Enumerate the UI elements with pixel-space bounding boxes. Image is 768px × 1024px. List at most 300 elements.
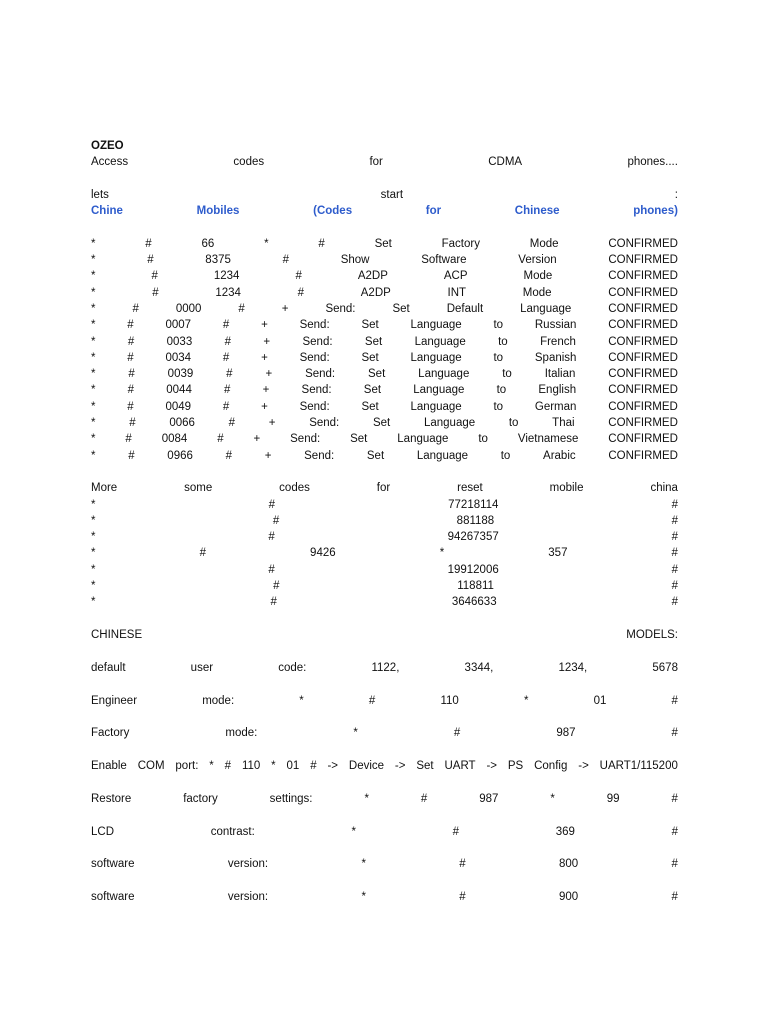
word: * xyxy=(91,270,96,283)
word: # xyxy=(128,449,135,462)
codes-list xyxy=(91,236,678,464)
word: Send: xyxy=(299,319,330,332)
word: * xyxy=(91,514,96,527)
word: Send: xyxy=(325,302,356,315)
text-line xyxy=(91,758,678,774)
word: # xyxy=(268,498,276,511)
word: # xyxy=(128,368,135,381)
text-line xyxy=(91,824,678,840)
word: to xyxy=(500,449,511,462)
word: UART1/115200 xyxy=(599,760,678,773)
word: * xyxy=(91,335,96,348)
word: + xyxy=(264,449,272,462)
word: 9426 xyxy=(310,547,336,560)
word: * xyxy=(91,498,96,511)
word: to xyxy=(496,384,507,397)
word: # xyxy=(268,531,275,544)
word: MODELS: xyxy=(626,628,678,641)
word: # xyxy=(228,417,236,430)
word: 1122, xyxy=(371,661,400,674)
word: * xyxy=(361,891,366,904)
start-line xyxy=(91,187,678,203)
word: software xyxy=(91,891,135,904)
word: Set xyxy=(361,400,379,413)
word: * xyxy=(91,531,96,544)
word: * xyxy=(91,319,96,332)
word: Version xyxy=(518,254,557,267)
word: * xyxy=(91,286,96,299)
word: # xyxy=(127,351,134,364)
document-page xyxy=(91,138,678,922)
word: 0033 xyxy=(166,335,193,348)
word: (Codes xyxy=(313,205,353,218)
word: + xyxy=(253,433,261,446)
word: some xyxy=(184,482,213,495)
word: Set xyxy=(363,384,382,397)
word: codes xyxy=(233,156,265,169)
word: # xyxy=(125,433,132,446)
word: Language xyxy=(413,384,465,397)
word: Mode xyxy=(523,270,553,283)
word: settings: xyxy=(269,792,313,805)
word: + xyxy=(261,319,268,332)
word: # xyxy=(268,563,275,576)
word: Language xyxy=(410,319,462,332)
word: version: xyxy=(227,891,269,904)
text-line xyxy=(91,236,678,252)
text-line xyxy=(91,366,678,382)
word: 0966 xyxy=(167,449,193,462)
word: Access xyxy=(91,156,129,169)
text-line xyxy=(91,578,678,594)
word: 77218114 xyxy=(448,498,499,511)
word: Mobiles xyxy=(196,205,240,218)
word: * xyxy=(550,792,555,805)
text-line xyxy=(91,301,678,317)
word: factory xyxy=(183,792,218,805)
word: 94267357 xyxy=(447,531,499,544)
word: start xyxy=(380,188,404,201)
word: default xyxy=(91,661,126,674)
text-line xyxy=(91,594,678,610)
word: # xyxy=(199,547,206,560)
word: to xyxy=(493,319,504,332)
text-line xyxy=(91,317,678,333)
word: software xyxy=(91,858,135,871)
word: CONFIRMED xyxy=(608,433,678,446)
word: INT xyxy=(447,286,467,299)
word: : xyxy=(674,188,678,201)
text-line xyxy=(91,334,678,350)
word: # xyxy=(127,319,134,332)
word: Set xyxy=(372,417,391,430)
word: PS xyxy=(507,760,524,773)
word: china xyxy=(650,482,678,495)
word: for xyxy=(369,156,383,169)
word: CONFIRMED xyxy=(608,286,678,299)
word: Set xyxy=(368,368,386,381)
word: * xyxy=(361,858,366,871)
word: 1234 xyxy=(215,286,241,299)
text-line xyxy=(91,431,678,447)
word: # xyxy=(217,433,224,446)
word: * xyxy=(439,547,445,560)
word: phones) xyxy=(633,205,678,218)
word: # xyxy=(151,270,158,283)
word: for xyxy=(376,482,391,495)
word: # xyxy=(282,254,289,267)
word: A2DP xyxy=(357,270,388,283)
word: mode: xyxy=(225,727,258,740)
word: * xyxy=(91,237,96,250)
text-line xyxy=(91,382,678,398)
word: * xyxy=(91,580,96,593)
word: codes xyxy=(279,482,310,495)
word: to xyxy=(508,417,519,430)
word: * xyxy=(91,563,96,576)
word: Config xyxy=(534,760,568,773)
word: # xyxy=(318,237,325,250)
word: 8375 xyxy=(205,254,231,267)
word: * xyxy=(91,449,96,462)
word: + xyxy=(263,335,271,348)
word: # xyxy=(222,351,230,364)
word: CONFIRMED xyxy=(608,417,678,430)
word: + xyxy=(261,400,268,413)
word: # xyxy=(238,302,245,315)
word: Factory xyxy=(91,727,130,740)
word: * xyxy=(91,351,96,364)
text-line xyxy=(91,399,678,415)
word: * xyxy=(299,694,304,707)
word: 01 xyxy=(286,760,300,773)
word: Set xyxy=(364,335,383,348)
reset-codes-list xyxy=(91,497,678,611)
word: # xyxy=(671,596,678,609)
word: Language xyxy=(410,400,462,413)
word: French xyxy=(540,335,576,348)
word: Language xyxy=(410,351,462,364)
word: 1234, xyxy=(558,661,588,674)
word: 0049 xyxy=(165,400,192,413)
word: 99 xyxy=(606,792,620,805)
word: version: xyxy=(227,858,269,871)
word: Send: xyxy=(302,335,333,348)
word: -> xyxy=(327,760,339,773)
word: CONFIRMED xyxy=(608,449,678,462)
word: * xyxy=(91,433,96,446)
word: Language xyxy=(397,433,449,446)
word: # xyxy=(368,694,376,707)
word: # xyxy=(147,254,154,267)
word: # xyxy=(671,514,678,527)
word: # xyxy=(671,563,678,576)
word: # xyxy=(129,417,136,430)
word: # xyxy=(270,596,277,609)
word: * xyxy=(209,760,214,773)
word: Spanish xyxy=(534,351,577,364)
word: to xyxy=(493,400,504,413)
word: Mode xyxy=(529,237,559,250)
word: 800 xyxy=(559,858,579,871)
word: Show xyxy=(340,254,370,267)
word: * xyxy=(91,254,96,267)
text-line xyxy=(91,252,678,268)
word: reset xyxy=(457,482,483,495)
word: A2DP xyxy=(360,286,391,299)
word: Language xyxy=(520,302,572,315)
word: Send: xyxy=(301,384,332,397)
word: Engineer xyxy=(91,694,138,707)
word: for xyxy=(425,205,442,218)
word: Default xyxy=(446,302,484,315)
text-line xyxy=(91,285,678,301)
word: 987 xyxy=(556,727,576,740)
word: CHINESE xyxy=(91,628,143,641)
word: CONFIRMED xyxy=(608,270,678,283)
section-heading xyxy=(91,203,678,219)
intro-line xyxy=(91,154,678,170)
word: + xyxy=(265,368,273,381)
word: * xyxy=(364,792,369,805)
word: to xyxy=(493,351,504,364)
word: mobile xyxy=(549,482,584,495)
word: Send: xyxy=(304,449,335,462)
text-line xyxy=(91,513,678,529)
word: # xyxy=(310,760,317,773)
word: CDMA xyxy=(488,156,523,169)
word: CONFIRMED xyxy=(608,254,678,267)
word: Chinese xyxy=(514,205,560,218)
word: Send: xyxy=(305,368,336,381)
word: 0034 xyxy=(165,351,192,364)
word: German xyxy=(534,400,577,413)
word: ACP xyxy=(443,270,468,283)
word: CONFIRMED xyxy=(608,351,678,364)
word: * xyxy=(91,596,96,609)
word: Italian xyxy=(544,368,576,381)
word: # xyxy=(224,760,232,773)
word: # xyxy=(297,286,305,299)
word: UART xyxy=(444,760,476,773)
word: 5678 xyxy=(652,661,678,674)
word: 0066 xyxy=(169,417,195,430)
word: Language xyxy=(423,417,476,430)
word: -> xyxy=(394,760,406,773)
document-title: OZEO xyxy=(91,140,124,152)
word: lets xyxy=(91,188,109,201)
text-line xyxy=(91,529,678,545)
word: 1234 xyxy=(213,270,240,283)
word: Vietnamese xyxy=(517,433,579,446)
word: # xyxy=(225,449,232,462)
word: 110 xyxy=(440,694,459,707)
word: port: xyxy=(175,760,199,773)
text-line xyxy=(91,693,678,709)
word: Chine xyxy=(91,205,123,218)
word: 118811 xyxy=(457,580,494,593)
word: to xyxy=(478,433,488,446)
word: * xyxy=(91,368,96,381)
word: phones.... xyxy=(627,156,678,169)
word: * xyxy=(264,237,269,250)
word: # xyxy=(459,891,466,904)
word: Restore xyxy=(91,792,132,805)
word: + xyxy=(268,417,276,430)
word: 3344, xyxy=(464,661,494,674)
word: * xyxy=(523,694,529,707)
word: CONFIRMED xyxy=(608,335,678,348)
model-lines-list xyxy=(91,660,678,906)
word: 0039 xyxy=(167,368,194,381)
text-line xyxy=(91,660,678,676)
word: # xyxy=(671,531,678,544)
word: 900 xyxy=(559,891,579,904)
word: * xyxy=(351,825,356,838)
text-line xyxy=(91,415,678,431)
word: English xyxy=(538,384,577,397)
text-line xyxy=(91,791,678,807)
word: CONFIRMED xyxy=(608,368,678,381)
word: # xyxy=(222,319,230,332)
word: code: xyxy=(278,661,307,674)
word: Enable xyxy=(91,760,127,773)
word: # xyxy=(420,792,428,805)
word: to xyxy=(502,368,512,381)
text-line xyxy=(91,562,678,578)
word: # xyxy=(127,384,135,397)
word: # xyxy=(226,368,233,381)
word: + xyxy=(281,302,289,315)
word: 19912006 xyxy=(447,563,499,576)
text-line xyxy=(91,497,678,513)
word: -> xyxy=(486,760,498,773)
text-line xyxy=(91,545,678,561)
word: # xyxy=(127,400,134,413)
word: # xyxy=(671,858,678,871)
word: # xyxy=(452,825,460,838)
word: Arabic xyxy=(543,449,576,462)
word: # xyxy=(453,727,461,740)
word: Set xyxy=(350,433,368,446)
word: * xyxy=(91,400,96,413)
word: 881188 xyxy=(456,514,495,527)
word: Set xyxy=(392,302,410,315)
word: Send: xyxy=(299,400,330,413)
word: 987 xyxy=(479,792,499,805)
word: 0044 xyxy=(166,384,192,397)
word: # xyxy=(459,858,466,871)
word: * xyxy=(91,417,96,430)
word: Software xyxy=(421,254,467,267)
word: # xyxy=(145,237,152,250)
word: # xyxy=(671,792,678,805)
text-line xyxy=(91,725,678,741)
text-line xyxy=(91,856,678,872)
word: Set xyxy=(374,237,392,250)
word: # xyxy=(295,270,302,283)
word: Set xyxy=(416,760,434,773)
word: Set xyxy=(366,449,385,462)
word: 110 xyxy=(241,760,261,773)
word: to xyxy=(498,335,508,348)
word: 3646633 xyxy=(451,596,497,609)
word: Send: xyxy=(309,417,340,430)
word: * xyxy=(91,547,96,560)
word: # xyxy=(224,335,232,348)
word: 357 xyxy=(548,547,568,560)
word: # xyxy=(222,400,230,413)
word: COM xyxy=(137,760,165,773)
text-line xyxy=(91,889,678,905)
word: More xyxy=(91,482,118,495)
word: # xyxy=(671,825,678,838)
word: Set xyxy=(361,351,379,364)
word: # xyxy=(224,384,231,397)
word: # xyxy=(273,580,280,593)
word: * xyxy=(353,727,358,740)
word: Device xyxy=(348,760,385,773)
models-heading xyxy=(91,627,678,643)
word: CONFIRMED xyxy=(608,319,678,332)
word: + xyxy=(261,351,268,364)
word: Thai xyxy=(552,417,575,430)
word: # xyxy=(671,498,678,511)
word: Mode xyxy=(522,286,552,299)
text-line xyxy=(91,448,678,464)
word: # xyxy=(127,335,135,348)
word: # xyxy=(272,514,280,527)
word: # xyxy=(671,727,678,740)
word: CONFIRMED xyxy=(608,384,678,397)
word: Factory xyxy=(441,237,480,250)
word: # xyxy=(671,547,678,560)
word: 0000 xyxy=(175,302,202,315)
word: Send: xyxy=(299,351,330,364)
word: -> xyxy=(578,760,589,773)
text-line xyxy=(91,268,678,284)
word: 66 xyxy=(201,237,215,250)
reset-heading xyxy=(91,480,678,496)
word: user xyxy=(190,661,214,674)
word: 01 xyxy=(593,694,607,707)
word: # xyxy=(671,694,678,707)
word: # xyxy=(132,302,139,315)
word: Russian xyxy=(534,319,577,332)
word: # xyxy=(152,286,159,299)
word: Language xyxy=(416,449,469,462)
word: LCD xyxy=(91,825,115,838)
word: CONFIRMED xyxy=(608,237,678,250)
word: * xyxy=(91,302,96,315)
word: # xyxy=(671,580,678,593)
word: contrast: xyxy=(210,825,255,838)
word: * xyxy=(91,384,96,397)
word: * xyxy=(271,760,276,773)
word: Language xyxy=(418,368,470,381)
word: 0007 xyxy=(165,319,192,332)
word: # xyxy=(671,891,678,904)
word: mode: xyxy=(202,694,235,707)
text-line xyxy=(91,350,678,366)
word: Language xyxy=(414,335,466,348)
word: Send: xyxy=(290,433,321,446)
word: 369 xyxy=(555,825,575,838)
word: + xyxy=(262,384,270,397)
word: CONFIRMED xyxy=(608,400,678,413)
word: CONFIRMED xyxy=(608,302,678,315)
word: Set xyxy=(361,319,379,332)
